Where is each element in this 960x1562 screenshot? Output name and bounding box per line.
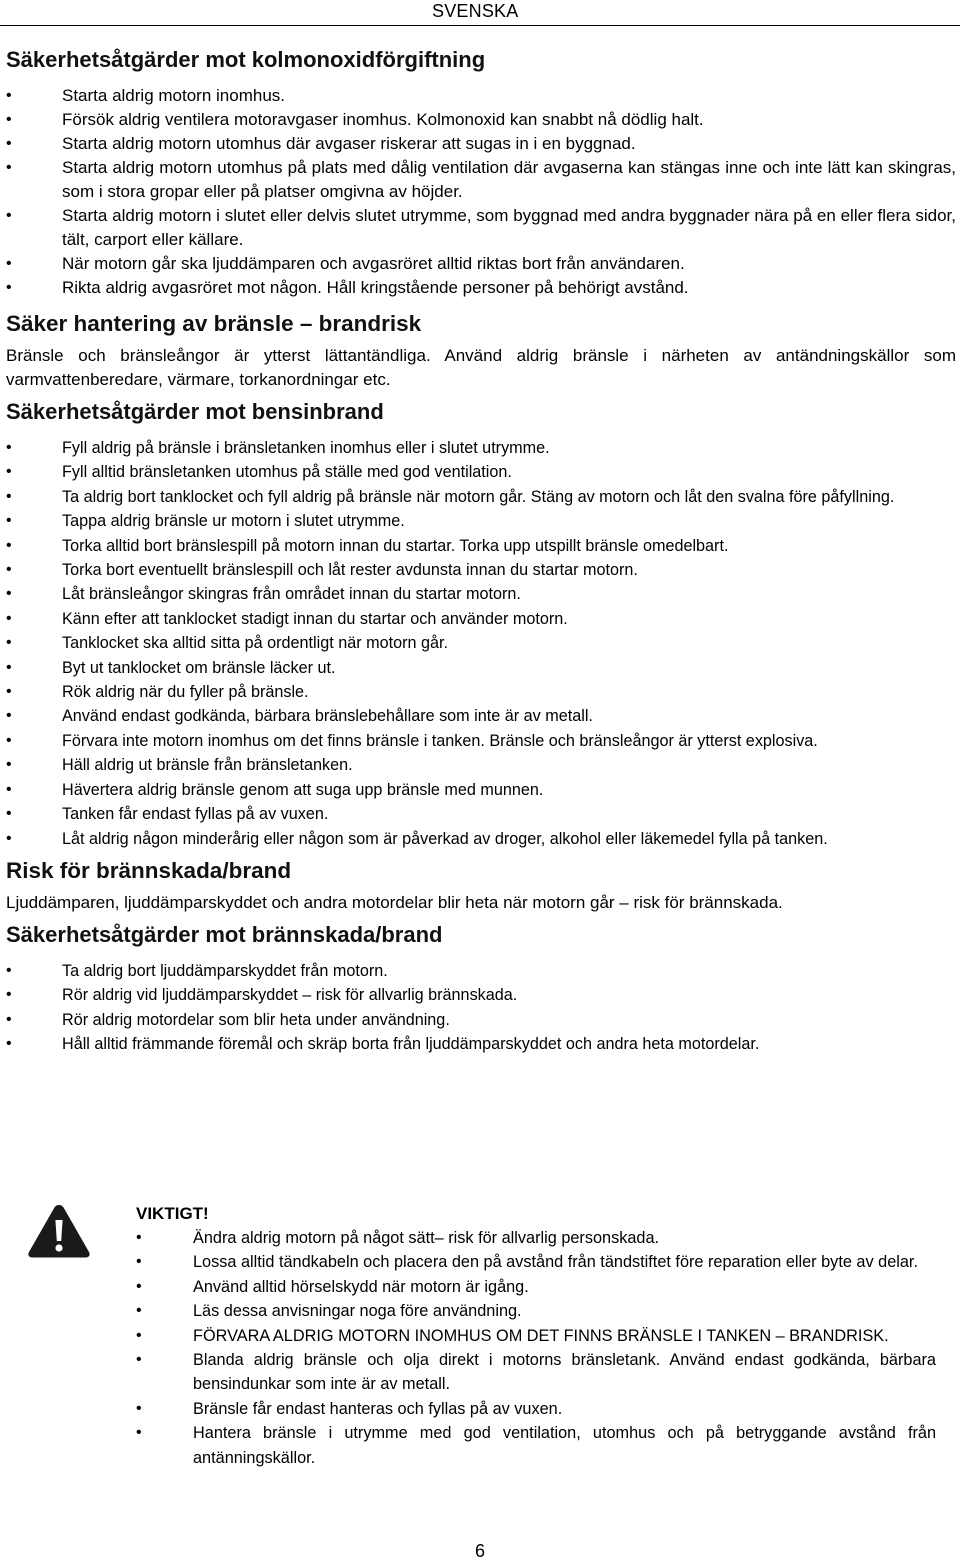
list-item: • Låt bränsleångor skingras från området innan du startar motorn. bbox=[6, 582, 956, 606]
list-item: • Använd alltid hörselskydd när motorn är igång. bbox=[136, 1275, 936, 1299]
list-item: • Rikta aldrig avgasröret mot någon. Håll kringstående personer på behörigt avstånd. bbox=[6, 276, 956, 300]
heading-burn-prevention: Säkerhetsåtgärder mot brännskada/brand bbox=[6, 921, 443, 947]
list-burn-prevention bbox=[6, 959, 956, 1057]
list-important bbox=[136, 1226, 936, 1470]
list-item: • Använd endast godkända, bärbara bränslebehållare som inte är av metall. bbox=[6, 704, 956, 728]
list-item: • Starta aldrig motorn i slutet eller delvis slutet utrymme, som byggnad med andra byggnader nära på en eller flera sidor, tält, carport eller källare. bbox=[6, 204, 956, 252]
list-item: • Låt aldrig någon minderårig eller någon som är påverkad av droger, alkohol eller läkemedel fylla på tanken. bbox=[6, 827, 956, 851]
important-notice bbox=[0, 1198, 960, 1528]
list-item: • Torka alltid bort bränslespill på motorn innan du startar. Torka upp utspillt bränsle omedelbart. bbox=[6, 534, 956, 558]
heading-carbon-monoxide: Säkerhetsåtgärder mot kolmonoxidförgiftning bbox=[6, 47, 486, 72]
list-item: • Rök aldrig när du fyller på bränsle. bbox=[6, 680, 956, 704]
list-item: • Ta aldrig bort ljuddämparskyddet från motorn. bbox=[6, 959, 956, 983]
list-carbon-monoxide bbox=[6, 84, 956, 300]
list-item: • Tappa aldrig bränsle ur motorn i slutet utrymme. bbox=[6, 509, 956, 533]
list-item: • Tanklocket ska alltid sitta på ordentligt när motorn går. bbox=[6, 631, 956, 655]
list-item: • Fyll alltid bränsletanken utomhus på ställe med god ventilation. bbox=[6, 460, 956, 484]
heading-fuel-handling: Säker hantering av bränsle – brandrisk bbox=[6, 311, 422, 336]
list-item: • Rör aldrig motordelar som blir heta under användning. bbox=[6, 1008, 956, 1032]
list-item: • Försök aldrig ventilera motoravgaser inomhus. Kolmonoxid kan snabbt nå dödlig halt. bbox=[6, 108, 956, 132]
list-item: • Läs dessa anvisningar noga före användning. bbox=[136, 1299, 936, 1323]
header-language: SVENSKA bbox=[432, 1, 519, 21]
list-item: • Fyll aldrig på bränsle i bränsletanken inomhus eller i slutet utrymme. bbox=[6, 436, 956, 460]
important-body bbox=[136, 1202, 936, 1470]
list-item: • Starta aldrig motorn inomhus. bbox=[6, 84, 956, 108]
list-item: • När motorn går ska ljuddämparen och avgasröret alltid riktas bort från användaren. bbox=[6, 252, 956, 276]
list-item: • Byt ut tanklocket om bränsle läcker ut. bbox=[6, 656, 956, 680]
list-fuel-fire bbox=[6, 436, 956, 851]
list-item: • Häll aldrig ut bränsle från bränsletanken. bbox=[6, 753, 956, 777]
list-item: • Känn efter att tanklocket stadigt innan du startar och använder motorn. bbox=[6, 607, 956, 631]
list-item: • Hävertera aldrig bränsle genom att suga upp bränsle med munnen. bbox=[6, 778, 956, 802]
list-item: • Lossa alltid tändkabeln och placera den på avstånd från tändstiftet före reparation eller byte av delar. bbox=[136, 1250, 936, 1274]
page-number: 6 bbox=[474, 1541, 485, 1561]
list-item: • Ändra aldrig motorn på något sätt– risk för allvarlig personskada. bbox=[136, 1226, 936, 1250]
heading-fuel-fire: Säkerhetsåtgärder mot bensinbrand bbox=[6, 399, 384, 424]
paragraph-burn-risk: Ljuddämparen, ljuddämparskyddet och andra motordelar blir heta när motorn går – risk för brännskada. bbox=[6, 892, 783, 912]
paragraph-fuel-handling: Bränsle och bränsleångor är ytterst lättantändliga. Använd aldrig bränsle i närheten av antändningskällor som varmvattenberedare, värmare, torkanordningar etc. bbox=[6, 346, 956, 389]
list-item: • Hantera bränsle i utrymme med god ventilation, utomhus och på betryggande avstånd från antänningskällor. bbox=[136, 1421, 936, 1470]
warning-triangle-icon bbox=[26, 1202, 92, 1260]
list-item: • FÖRVARA ALDRIG MOTORN INOMHUS OM DET FINNS BRÄNSLE I TANKEN – BRANDRISK. bbox=[136, 1324, 936, 1348]
list-item: • Rör aldrig vid ljuddämparskyddet – risk för allvarlig brännskada. bbox=[6, 983, 956, 1007]
list-item: • Torka bort eventuellt bränslespill och låt rester avdunsta innan du startar motorn. bbox=[6, 558, 956, 582]
important-title: VIKTIGT! bbox=[136, 1204, 209, 1223]
list-item: • Tanken får endast fyllas på av vuxen. bbox=[6, 802, 956, 826]
list-item: • Förvara inte motorn inomhus om det finns bränsle i tanken. Bränsle och bränsleångor är ytterst explosiva. bbox=[6, 729, 956, 753]
list-item: • Blanda aldrig bränsle och olja direkt i motorns bränsletank. Använd endast godkända, bärbara bensindunkar som inte är av metall. bbox=[136, 1348, 936, 1397]
document-body bbox=[6, 46, 956, 1057]
list-item: • Starta aldrig motorn utomhus på plats med dålig ventilation där avgaserna kan stängas inne och inte lätt kan skingras, som i stora gropar eller på platser omgivna av höjder. bbox=[6, 156, 956, 204]
list-item: • Håll alltid främmande föremål och skräp borta från ljuddämparskyddet och andra heta motordelar. bbox=[6, 1032, 956, 1056]
list-item: • Ta aldrig bort tanklocket och fyll aldrig på bränsle när motorn går. Stäng av motorn och låt den svalna före påfyllning. bbox=[6, 485, 956, 509]
heading-burn-risk: Risk för brännskada/brand bbox=[6, 857, 292, 883]
list-item: • Bränsle får endast hanteras och fyllas på av vuxen. bbox=[136, 1397, 936, 1421]
list-item: • Starta aldrig motorn utomhus där avgaser riskerar att sugas in i en byggnad. bbox=[6, 132, 956, 156]
header-divider bbox=[0, 25, 960, 26]
